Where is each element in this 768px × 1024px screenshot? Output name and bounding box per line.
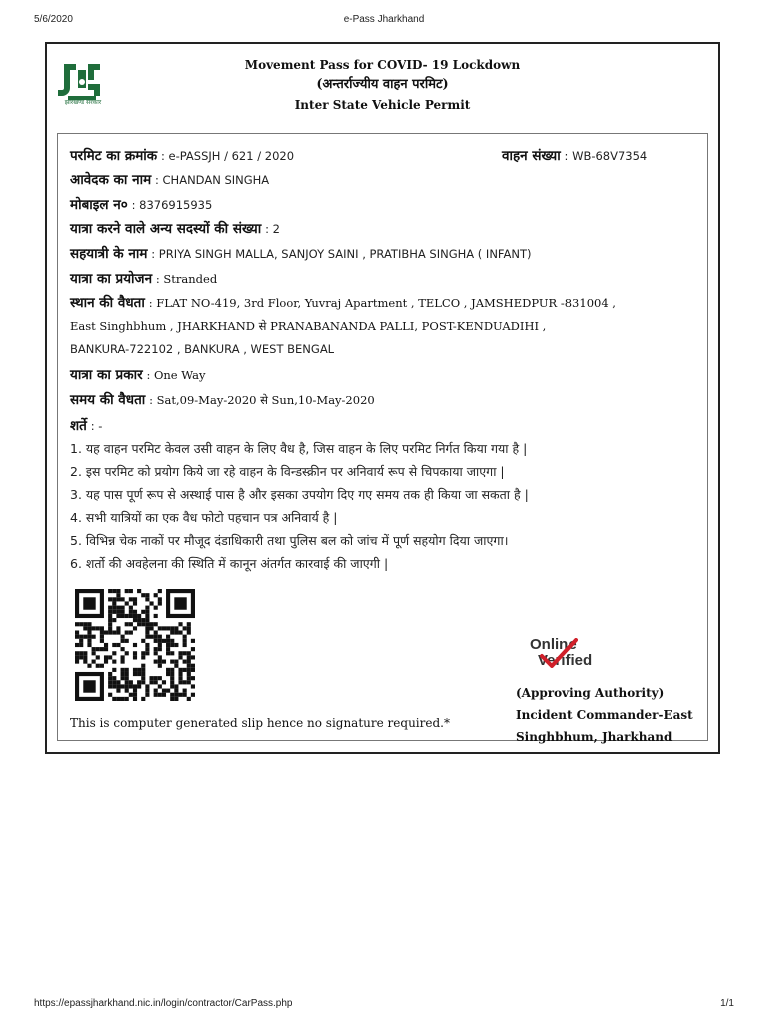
condition-item: 2. इस परमिट को प्रयोग किये जा रहे वाहन के विन्डस्क्रीन पर अनिवार्य रूप से चिपकाया जाएगा | (70, 464, 505, 479)
time-validity-label: समय की वैधता (70, 392, 146, 408)
check-mark-icon (538, 638, 578, 668)
authority-line-3: Singhbhum, Jharkhand (516, 730, 673, 744)
place-label: स्थान की वैधता (70, 295, 145, 311)
condition-item: 5. विभिन्न चेक नाकों पर मौजूद दंडाधिकारी तथा पुलिस बल को जांच में पूर्ण सहयोग दिया जाएगा। (70, 533, 509, 548)
place-row (70, 294, 616, 312)
terms-heading-row (70, 417, 102, 435)
permit-number-label: परमिट का क्रमांक (70, 148, 158, 164)
header-subtitle-hindi: (अन्तर्राज्यीय वाहन परमिट) (316, 77, 449, 92)
stamp-line-1: Online (530, 636, 577, 653)
time-validity-value: : Sat,09-May-2020 से Sun,10-May-2020 (149, 393, 375, 407)
copassengers-value: : PRIYA SINGH MALLA, SANJOY SAINI , PRATIBHA SINGHA ( INFANT) (151, 247, 532, 261)
place-row-3 (70, 340, 334, 358)
mobile-row (70, 196, 212, 214)
purpose-label: यात्रा का प्रयोजन (70, 271, 153, 287)
time-validity-row (70, 391, 375, 409)
condition-item: 1. यह वाहन परमिट केवल उसी वाहन के लिए वैध है, जिस वाहन के लिए परमिट निर्गत किया गया है | (70, 441, 528, 456)
print-page-number: 1/1 (720, 998, 734, 1009)
vehicle-number-row (502, 147, 647, 165)
print-title: e-Pass Jharkhand (343, 14, 425, 25)
applicant-value: : CHANDAN SINGHA (155, 173, 270, 187)
pass-header (47, 56, 718, 114)
copassengers-row (70, 245, 531, 263)
vehicle-number-label: वाहन संख्या (502, 148, 561, 164)
permit-number-row (70, 147, 294, 165)
applicant-row (70, 171, 269, 189)
place-value-line-1: : FLAT NO-419, 3rd Floor, Yuvraj Apartment , TELCO , JAMSHEDPUR -831004 , (148, 296, 616, 310)
purpose-row (70, 270, 217, 288)
terms-suffix: : - (90, 419, 103, 433)
online-verified-stamp (530, 636, 610, 670)
pass-document (45, 42, 720, 754)
mobile-value: : 8376915935 (131, 198, 213, 212)
members-label: यात्रा करने वाले अन्य सदस्यों की संख्या (70, 221, 262, 237)
place-value-line-3: BANKURA-722102 , BANKURA , WEST BENGAL (70, 342, 335, 356)
permit-number-value: : e-PASSJH / 621 / 2020 (160, 149, 295, 163)
computer-generated-note: This is computer generated slip hence no signature required.* (70, 716, 450, 730)
print-date: 5/6/2020 (34, 14, 73, 25)
header-title: Movement Pass for COVID- 19 Lockdown (244, 58, 521, 72)
qr-code-icon (75, 589, 195, 701)
members-value: : 2 (265, 222, 280, 236)
terms-label: शर्ते (70, 418, 87, 434)
authority-line-2: Incident Commander-East (516, 708, 693, 722)
trip-type-row (70, 366, 205, 384)
trip-type-label: यात्रा का प्रकार (70, 367, 143, 383)
print-url: https://epassjharkhand.nic.in/login/contractor/CarPass.php (34, 998, 293, 1009)
vehicle-number-value: : WB-68V7354 (564, 149, 648, 163)
approving-authority (516, 682, 706, 748)
condition-item: 4. सभी यात्रियों का एक वैध फोटो पहचान पत्र अनिवार्य है | (70, 510, 338, 525)
applicant-label: आवेदक का नाम (70, 172, 152, 188)
condition-item: 3. यह पास पूर्ण रूप से अस्थाई पास है और इसका उपयोग दिए गए समय तक ही किया जा सकता है | (70, 487, 529, 502)
place-value-line-2: East Singhbhum , JHARKHAND से PRANABANANDA PALLI, POST-KENDUADIHI , (70, 319, 547, 333)
copassengers-label: सहयात्री के नाम (70, 246, 148, 262)
stamp-line-2: Verified (538, 652, 593, 669)
logo-caption: झारखण्ड सरकार (64, 99, 102, 106)
members-row (70, 220, 280, 238)
authority-line-1: (Approving Authority) (516, 686, 665, 700)
header-subtitle: Inter State Vehicle Permit (294, 98, 471, 112)
trip-type-value: : One Way (146, 368, 206, 382)
place-row-2 (70, 317, 546, 335)
browser-print-footer (34, 998, 734, 1012)
purpose-value: : Stranded (155, 272, 218, 286)
pass-details-box (57, 133, 708, 744)
condition-item: 6. शर्तो की अवहेलना की स्थिति में कानून अंतर्गत कारवाई की जाएगी | (70, 556, 389, 571)
browser-print-header (34, 14, 734, 28)
mobile-label: मोबाइल न० (70, 197, 128, 213)
